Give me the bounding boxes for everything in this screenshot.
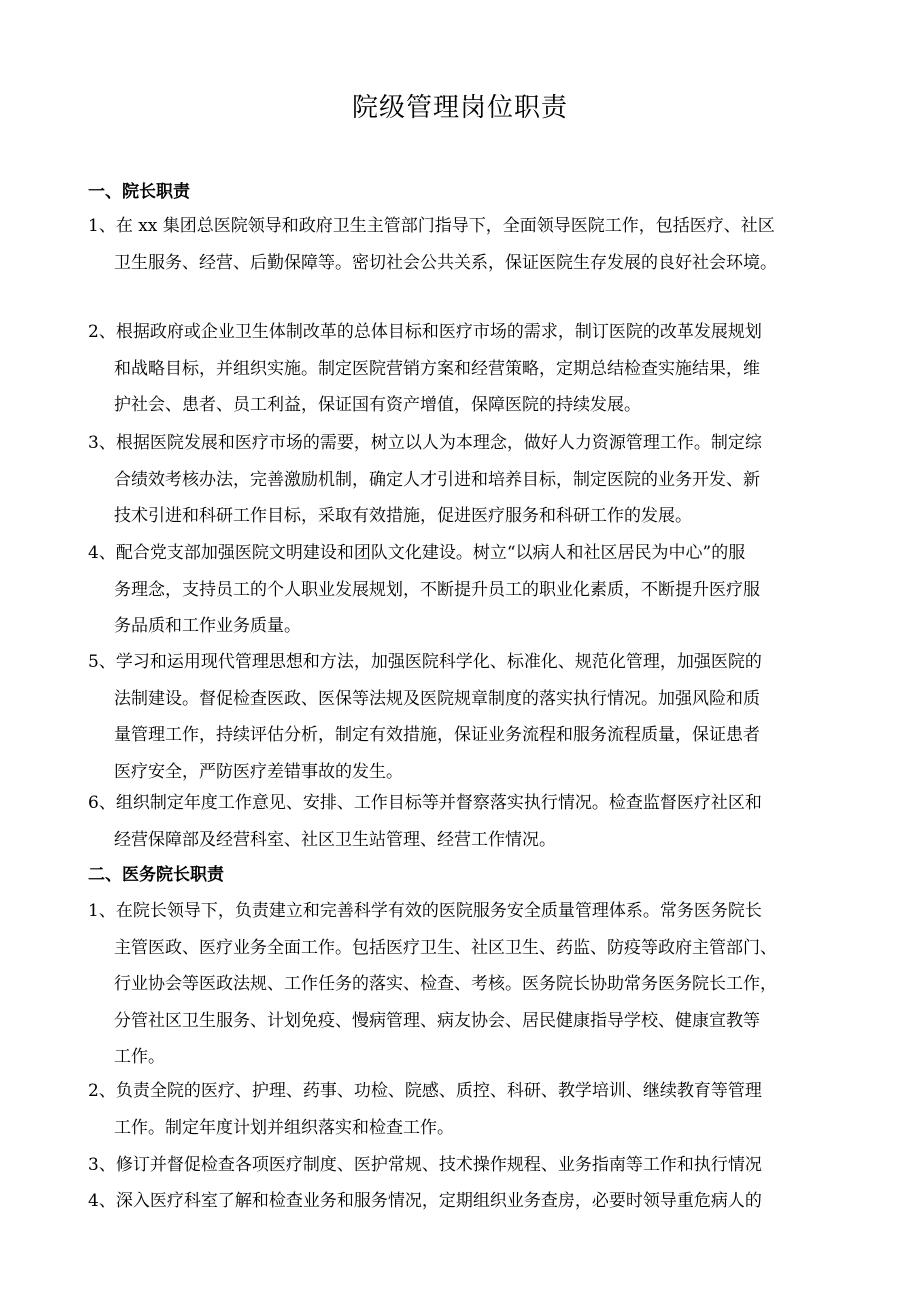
text-line: 技术引进和科研工作目标，采取有效措施，促进医疗服务和科研工作的发展。 xyxy=(114,506,692,526)
text-line: 务理念，支持员工的个人职业发展规划，不断提升员工的职业化素质，不断提升医疗服 xyxy=(114,579,760,600)
list-item xyxy=(88,314,840,424)
text-line: 6、组织制定年度工作意见、安排、工作目标等并督察落实执行情况。检查监督医疗社区和 xyxy=(88,793,762,813)
list-item xyxy=(88,535,840,645)
text-line: 3、根据医院发展和医疗市场的需要，树立以人为本理念，做好人力资源管理工作。制定综 xyxy=(88,433,762,453)
text-line: 分管社区卫生服务、计划免疫、慢病管理、病友协会、居民健康指导学校、健康宣教等 xyxy=(114,1010,760,1031)
section-heading-president: 一、院长职责 xyxy=(88,182,190,202)
list-item xyxy=(88,1147,840,1184)
text-line: 1、在院长领导下，负责建立和完善科学有效的医院服务安全质量管理体系。常务医务院长 xyxy=(88,901,762,921)
list-item xyxy=(88,208,840,281)
text-line: 卫生服务、经营、后勤保障等。密切社会公共关系，保证医院生存发展的良好社会环境。 xyxy=(114,252,777,273)
text-line: 量管理工作，持续评估分析，制定有效措施，保证业务流程和服务流程质量，保证患者 xyxy=(114,725,760,745)
text-line: 4、深入医疗科室了解和检查业务和服务情况，定期组织业务查房，必要时领导重危病人的 xyxy=(88,1191,762,1211)
text-line: 2、负责全院的医疗、护理、药事、功检、院感、质控、科研、教学培训、继续教育等管理 xyxy=(88,1081,762,1101)
page-title: 院级管理岗位职责 xyxy=(351,93,568,123)
text-line: 和战略目标，并组织实施。制定医院营销方案和经营策略，定期总结检查实施结果，维 xyxy=(114,358,760,379)
text-line: 2、根据政府或企业卫生体制改革的总体目标和医疗市场的需求，制订医院的改革发展规划 xyxy=(88,322,762,342)
text-line: 法制建设。督促检查医政、医保等法规及医院规章制度的落实执行情况。加强风险和质 xyxy=(114,688,760,709)
text-line: 3、修订并督促检查各项医疗制度、医护常规、技术操作规程、业务指南等工作和执行情况 xyxy=(88,1155,762,1175)
text-line: 合绩效考核办法，完善激励机制，确定人才引进和培养目标，制定医院的业务开发、新 xyxy=(114,469,760,490)
list-item xyxy=(88,644,840,790)
list-item xyxy=(88,785,840,858)
list-item xyxy=(88,1073,840,1146)
text-line: 务品质和工作业务质量。 xyxy=(114,616,301,636)
text-line: 1、在 xx 集团总医院领导和政府卫生主管部门指导下，全面领导医院工作，包括医疗、社区 xyxy=(88,216,775,236)
section-heading-medical-vp: 二、医务院长职责 xyxy=(88,865,224,885)
text-line: 工作。 xyxy=(114,1047,165,1067)
text-line: 主管医政、医疗业务全面工作。包括医疗卫生、社区卫生、药监、防疫等政府主管部门、 xyxy=(114,937,777,958)
text-line: 工作。制定年度计划并组织落实和检查工作。 xyxy=(114,1117,454,1138)
text-line: 5、学习和运用现代管理思想和方法，加强医院科学化、标准化、规范化管理，加强医院的 xyxy=(88,652,762,672)
list-item xyxy=(88,893,840,1076)
list-item xyxy=(88,425,840,535)
list-item xyxy=(88,1183,840,1220)
text-line: 护社会、患者、员工利益，保证国有资产增值，保障医院的持续发展。 xyxy=(114,395,641,415)
text-line: 4、配合党支部加强医院文明建设和团队文化建设。树立“以病人和社区居民为中心”的服 xyxy=(88,543,746,563)
text-line: 医疗安全，严防医疗差错事故的发生。 xyxy=(114,761,403,782)
text-line: 行业协会等医政法规、工作任务的落实、检查、考核。医务院长协助常务医务院长工作， xyxy=(114,974,777,994)
text-line: 经营保障部及经营科室、社区卫生站管理、经营工作情况。 xyxy=(114,829,556,850)
